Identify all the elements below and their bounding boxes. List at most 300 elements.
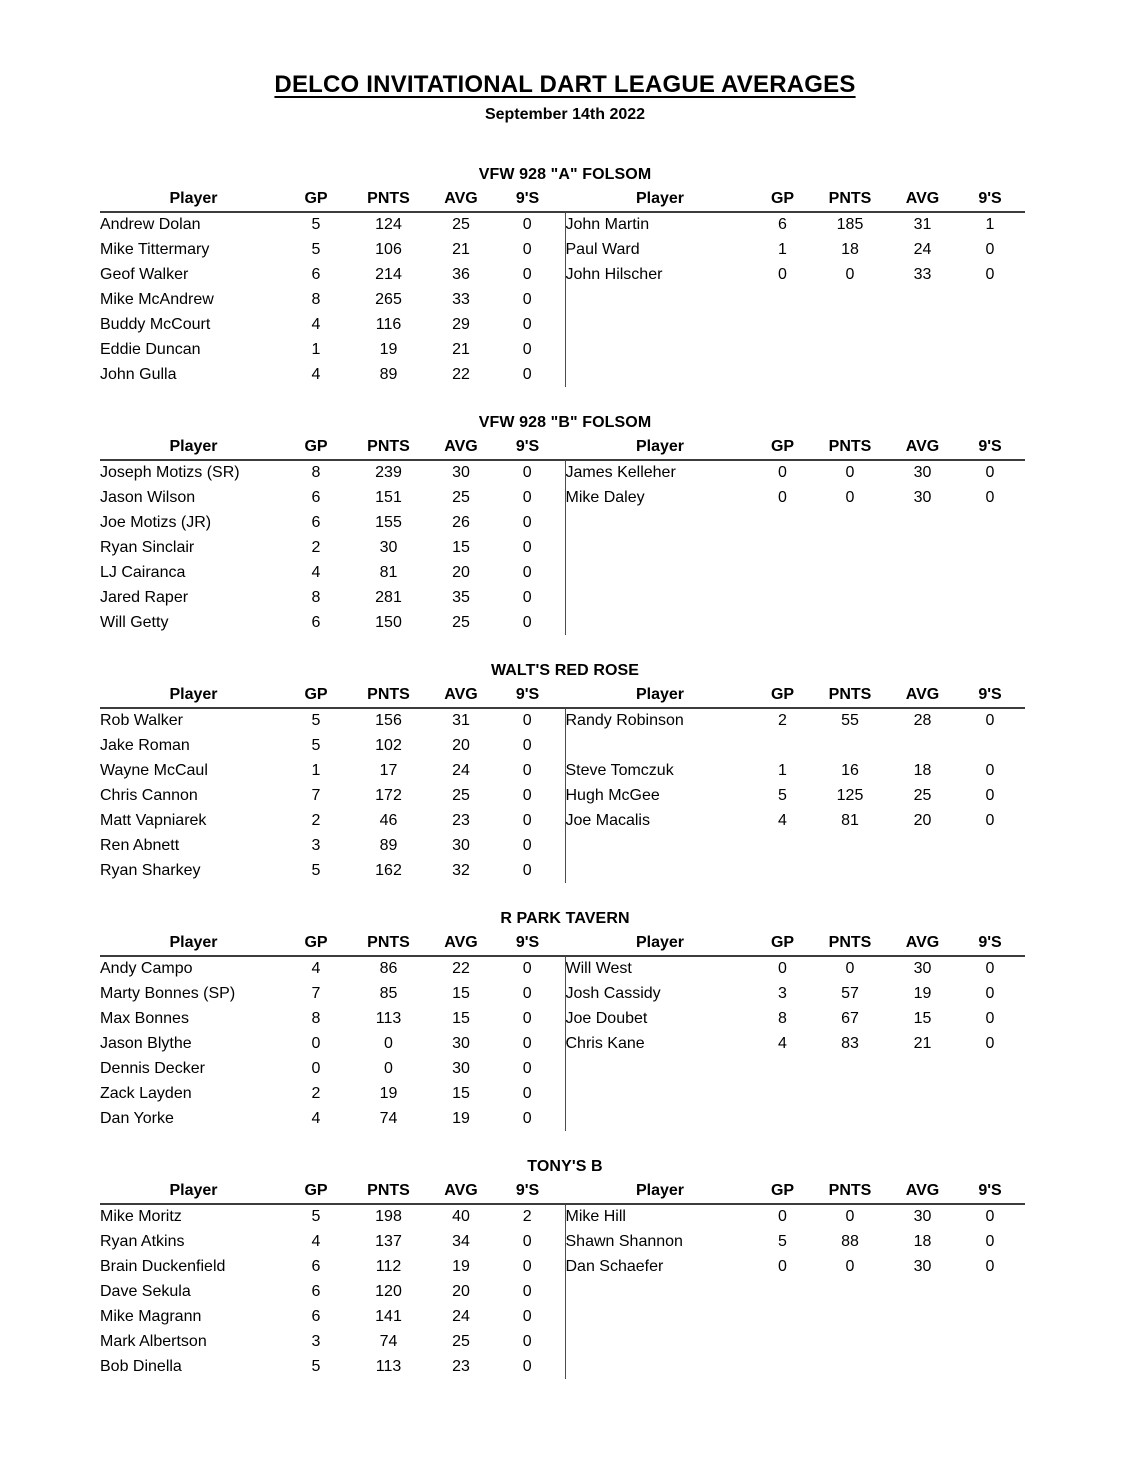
pnts-cell: 0 bbox=[845, 1208, 855, 1225]
player-row bbox=[100, 858, 1025, 883]
player-name-cell bbox=[565, 585, 755, 610]
avg-cell: 23 bbox=[452, 1357, 470, 1375]
player-row bbox=[100, 1081, 1025, 1106]
column-header: PNTS bbox=[345, 682, 432, 708]
player-row bbox=[100, 262, 1025, 287]
player-row bbox=[100, 808, 1025, 833]
team-table bbox=[100, 682, 1025, 883]
gp-cell bbox=[755, 733, 810, 758]
team-table bbox=[100, 186, 1025, 387]
pnts-cell bbox=[810, 362, 890, 387]
team-table bbox=[100, 930, 1025, 1131]
player-name-cell: Joseph Motizs (SR) bbox=[100, 464, 240, 481]
pnts-cell: 81 bbox=[379, 563, 398, 581]
nines-cell: 0 bbox=[490, 1081, 565, 1106]
player-row bbox=[100, 956, 1025, 981]
player-name-cell: Matt Vapniarek bbox=[100, 811, 207, 829]
gp-cell: 4 bbox=[311, 365, 321, 383]
gp-cell: 6 bbox=[311, 1282, 321, 1300]
avg-cell: 25 bbox=[913, 786, 932, 804]
column-header: GP bbox=[287, 682, 345, 708]
player-name-cell: Chris Kane bbox=[565, 1034, 645, 1052]
pnts-cell: 89 bbox=[379, 365, 398, 383]
gp-cell: 0 bbox=[311, 1034, 321, 1052]
gp-cell bbox=[755, 833, 810, 858]
nines-cell: 0 bbox=[490, 262, 565, 287]
gp-cell: 4 bbox=[778, 1034, 787, 1052]
player-name-cell: Ryan Sharkey bbox=[100, 861, 201, 879]
pnts-cell: 81 bbox=[841, 811, 859, 829]
player-row bbox=[100, 1329, 1025, 1354]
player-name-cell bbox=[565, 733, 755, 758]
header-row bbox=[100, 930, 1025, 956]
player-name-cell: Josh Cassidy bbox=[565, 984, 661, 1002]
pnts-cell bbox=[810, 1354, 890, 1379]
player-name-cell: Mark Albertson bbox=[100, 1332, 207, 1350]
pnts-cell: 198 bbox=[375, 1208, 402, 1225]
player-row bbox=[100, 610, 1025, 635]
nines-cell: 0 bbox=[985, 1034, 995, 1052]
avg-cell bbox=[890, 585, 955, 610]
column-header: GP bbox=[287, 930, 345, 956]
team-table bbox=[100, 434, 1025, 635]
avg-cell: 15 bbox=[913, 1009, 932, 1027]
player-name-cell: Joe Macalis bbox=[565, 811, 650, 829]
pnts-cell: 112 bbox=[375, 1257, 402, 1275]
pnts-cell bbox=[810, 1304, 890, 1329]
pnts-cell bbox=[810, 535, 890, 560]
gp-cell bbox=[755, 337, 810, 362]
player-name-cell: Zack Layden bbox=[100, 1084, 192, 1102]
column-header: PNTS bbox=[345, 186, 432, 212]
player-row bbox=[100, 460, 1025, 485]
player-row bbox=[100, 1056, 1025, 1081]
avg-cell: 33 bbox=[452, 290, 470, 308]
player-name-cell bbox=[565, 1106, 755, 1131]
nines-cell: 0 bbox=[985, 960, 995, 977]
player-name-cell: Mike Hill bbox=[565, 1208, 626, 1225]
avg-cell: 30 bbox=[913, 960, 932, 977]
player-name-cell bbox=[565, 1056, 755, 1081]
column-header: AVG bbox=[890, 930, 955, 956]
gp-cell: 0 bbox=[778, 1208, 787, 1225]
pnts-cell: 150 bbox=[375, 613, 402, 631]
nines-cell: 0 bbox=[490, 758, 565, 783]
player-row bbox=[100, 585, 1025, 610]
pnts-cell: 172 bbox=[375, 786, 402, 804]
pnts-cell: 18 bbox=[841, 240, 859, 258]
team-section bbox=[0, 166, 1130, 387]
gp-cell bbox=[755, 1354, 810, 1379]
nines-cell bbox=[955, 1279, 1025, 1304]
player-row bbox=[100, 981, 1025, 1006]
player-row bbox=[100, 1006, 1025, 1031]
avg-cell bbox=[890, 287, 955, 312]
column-header: 9'S bbox=[955, 930, 1025, 956]
gp-cell: 0 bbox=[778, 960, 787, 977]
player-row bbox=[100, 1254, 1025, 1279]
pnts-cell: 162 bbox=[375, 861, 402, 879]
pnts-cell: 74 bbox=[379, 1109, 398, 1127]
nines-cell: 0 bbox=[985, 464, 995, 481]
pnts-cell: 281 bbox=[375, 588, 402, 606]
gp-cell: 6 bbox=[311, 488, 321, 506]
avg-cell: 19 bbox=[452, 1257, 470, 1275]
player-name-cell: Buddy McCourt bbox=[100, 315, 211, 333]
avg-cell: 24 bbox=[452, 761, 470, 779]
player-name-cell bbox=[565, 287, 755, 312]
gp-cell: 2 bbox=[311, 1084, 321, 1102]
player-name-cell: Shawn Shannon bbox=[565, 1232, 683, 1250]
nines-cell bbox=[955, 1354, 1025, 1379]
nines-cell bbox=[955, 585, 1025, 610]
avg-cell: 25 bbox=[452, 216, 470, 233]
nines-cell bbox=[955, 858, 1025, 883]
player-name-cell: Jason Wilson bbox=[100, 488, 196, 506]
team-table bbox=[100, 1178, 1025, 1379]
page-title: DELCO INVITATIONAL DART LEAGUE AVERAGES bbox=[274, 71, 856, 98]
pnts-cell: 19 bbox=[379, 1084, 398, 1102]
pnts-cell: 137 bbox=[375, 1232, 402, 1250]
pnts-cell: 116 bbox=[375, 315, 402, 333]
gp-cell: 4 bbox=[311, 1109, 321, 1127]
avg-cell: 21 bbox=[913, 1034, 932, 1052]
column-header: Player bbox=[100, 434, 287, 460]
avg-cell: 24 bbox=[452, 1307, 470, 1325]
player-name-cell bbox=[565, 858, 755, 883]
team-section bbox=[0, 1158, 1130, 1379]
player-name-cell: Mike Moritz bbox=[100, 1208, 182, 1225]
player-name-cell: Dan Schaefer bbox=[565, 1257, 664, 1275]
column-header: PNTS bbox=[810, 186, 890, 212]
avg-cell: 31 bbox=[452, 712, 470, 729]
player-row bbox=[100, 733, 1025, 758]
column-header: Player bbox=[565, 1178, 755, 1204]
gp-cell bbox=[755, 585, 810, 610]
nines-cell bbox=[955, 287, 1025, 312]
nines-cell: 0 bbox=[490, 585, 565, 610]
avg-cell: 40 bbox=[452, 1208, 470, 1225]
player-name-cell: Hugh McGee bbox=[565, 786, 660, 804]
player-name-cell bbox=[565, 1354, 755, 1379]
nines-cell: 0 bbox=[490, 312, 565, 337]
player-row bbox=[100, 1354, 1025, 1379]
column-header: AVG bbox=[890, 682, 955, 708]
player-name-cell: James Kelleher bbox=[565, 464, 676, 481]
column-header: 9'S bbox=[955, 1178, 1025, 1204]
player-name-cell: Ren Abnett bbox=[100, 836, 180, 854]
pnts-cell: 83 bbox=[841, 1034, 859, 1052]
pnts-cell bbox=[810, 610, 890, 635]
column-header: Player bbox=[100, 682, 287, 708]
avg-cell bbox=[890, 535, 955, 560]
team-sections bbox=[0, 166, 1130, 1379]
player-name-cell: Randy Robinson bbox=[565, 712, 684, 729]
nines-cell bbox=[955, 1329, 1025, 1354]
avg-cell bbox=[890, 362, 955, 387]
gp-cell: 4 bbox=[311, 315, 321, 333]
pnts-cell bbox=[810, 337, 890, 362]
player-row bbox=[100, 708, 1025, 733]
pnts-cell: 55 bbox=[841, 712, 859, 729]
pnts-cell bbox=[810, 1106, 890, 1131]
player-name-cell: Dan Yorke bbox=[100, 1109, 174, 1127]
nines-cell: 0 bbox=[490, 1279, 565, 1304]
pnts-cell: 16 bbox=[841, 761, 859, 779]
player-name-cell: Mike Tittermary bbox=[100, 240, 210, 258]
gp-cell: 0 bbox=[778, 265, 787, 283]
gp-cell bbox=[755, 560, 810, 585]
nines-cell bbox=[955, 535, 1025, 560]
pnts-cell bbox=[810, 1329, 890, 1354]
avg-cell: 23 bbox=[452, 811, 470, 829]
header-row bbox=[100, 682, 1025, 708]
nines-cell: 0 bbox=[490, 535, 565, 560]
gp-cell: 1 bbox=[778, 761, 787, 779]
nines-cell bbox=[955, 1304, 1025, 1329]
pnts-cell: 156 bbox=[375, 712, 402, 729]
gp-cell: 4 bbox=[778, 811, 787, 829]
nines-cell: 0 bbox=[490, 287, 565, 312]
avg-cell: 30 bbox=[913, 1257, 932, 1275]
gp-cell: 4 bbox=[311, 960, 321, 977]
avg-cell bbox=[890, 1081, 955, 1106]
avg-cell bbox=[890, 1354, 955, 1379]
nines-cell bbox=[955, 610, 1025, 635]
player-row bbox=[100, 212, 1025, 237]
gp-cell bbox=[755, 535, 810, 560]
nines-cell bbox=[955, 1081, 1025, 1106]
nines-cell: 0 bbox=[490, 858, 565, 883]
header-row bbox=[100, 434, 1025, 460]
column-header: PNTS bbox=[810, 1178, 890, 1204]
nines-cell: 0 bbox=[490, 337, 565, 362]
gp-cell: 6 bbox=[311, 513, 321, 531]
pnts-cell: 88 bbox=[841, 1232, 859, 1250]
pnts-cell: 141 bbox=[375, 1307, 402, 1325]
avg-cell: 31 bbox=[913, 216, 932, 233]
player-name-cell: John Martin bbox=[565, 216, 650, 233]
pnts-cell bbox=[810, 312, 890, 337]
team-section bbox=[0, 662, 1130, 883]
gp-cell: 5 bbox=[311, 1357, 321, 1375]
nines-cell: 0 bbox=[490, 1354, 565, 1379]
player-row bbox=[100, 1031, 1025, 1056]
player-name-cell bbox=[565, 1329, 755, 1354]
gp-cell: 5 bbox=[778, 1232, 787, 1250]
avg-cell: 15 bbox=[452, 538, 470, 556]
pnts-cell: 17 bbox=[379, 761, 398, 779]
avg-cell: 19 bbox=[452, 1109, 470, 1127]
nines-cell: 0 bbox=[490, 733, 565, 758]
player-name-cell: Wayne McCaul bbox=[100, 761, 208, 779]
avg-cell bbox=[890, 1056, 955, 1081]
avg-cell: 25 bbox=[452, 488, 470, 506]
team-section bbox=[0, 910, 1130, 1131]
gp-cell: 3 bbox=[311, 836, 321, 854]
avg-cell bbox=[890, 1329, 955, 1354]
pnts-cell: 265 bbox=[375, 290, 402, 308]
pnts-cell: 0 bbox=[845, 265, 855, 283]
nines-cell bbox=[955, 362, 1025, 387]
pnts-cell: 0 bbox=[384, 1034, 393, 1052]
team-section bbox=[0, 414, 1130, 635]
column-header: 9'S bbox=[490, 930, 565, 956]
nines-cell: 0 bbox=[490, 362, 565, 387]
gp-cell: 8 bbox=[311, 464, 321, 481]
nines-cell: 0 bbox=[985, 1232, 995, 1250]
gp-cell: 5 bbox=[311, 240, 321, 258]
gp-cell: 2 bbox=[311, 538, 321, 556]
avg-cell: 18 bbox=[913, 761, 932, 779]
column-header: AVG bbox=[890, 186, 955, 212]
player-name-cell: Ryan Atkins bbox=[100, 1232, 185, 1250]
column-header: GP bbox=[287, 186, 345, 212]
column-header: Player bbox=[100, 1178, 287, 1204]
column-header: PNTS bbox=[810, 682, 890, 708]
pnts-cell bbox=[810, 733, 890, 758]
team-title: WALT'S RED ROSE bbox=[490, 662, 640, 679]
nines-cell: 0 bbox=[985, 786, 995, 804]
gp-cell: 5 bbox=[311, 712, 321, 729]
nines-cell: 0 bbox=[490, 560, 565, 585]
avg-cell bbox=[890, 1304, 955, 1329]
nines-cell: 0 bbox=[490, 1106, 565, 1131]
player-name-cell: Jake Roman bbox=[100, 736, 190, 754]
column-header: AVG bbox=[432, 434, 490, 460]
pnts-cell: 0 bbox=[845, 960, 855, 977]
nines-cell: 0 bbox=[490, 1229, 565, 1254]
player-row bbox=[100, 1106, 1025, 1131]
column-header: 9'S bbox=[955, 434, 1025, 460]
player-name-cell: Eddie Duncan bbox=[100, 340, 201, 358]
avg-cell bbox=[890, 610, 955, 635]
avg-cell bbox=[890, 858, 955, 883]
player-name-cell bbox=[565, 535, 755, 560]
nines-cell: 0 bbox=[490, 510, 565, 535]
gp-cell bbox=[755, 312, 810, 337]
gp-cell: 6 bbox=[311, 613, 321, 631]
avg-cell: 30 bbox=[452, 836, 470, 854]
pnts-cell: 124 bbox=[375, 216, 402, 233]
pnts-cell bbox=[810, 1081, 890, 1106]
column-header: 9'S bbox=[955, 186, 1025, 212]
nines-cell bbox=[955, 833, 1025, 858]
player-name-cell: Max Bonnes bbox=[100, 1009, 189, 1027]
nines-cell: 0 bbox=[985, 1208, 995, 1225]
player-row bbox=[100, 510, 1025, 535]
nines-cell: 0 bbox=[490, 237, 565, 262]
column-header: Player bbox=[565, 186, 755, 212]
nines-cell bbox=[955, 337, 1025, 362]
player-row bbox=[100, 833, 1025, 858]
avg-cell: 15 bbox=[452, 984, 470, 1002]
nines-cell: 0 bbox=[490, 708, 565, 733]
nines-cell: 0 bbox=[490, 1254, 565, 1279]
nines-cell bbox=[955, 510, 1025, 535]
player-row bbox=[100, 337, 1025, 362]
gp-cell: 2 bbox=[311, 811, 321, 829]
player-row bbox=[100, 1229, 1025, 1254]
nines-cell: 0 bbox=[490, 1006, 565, 1031]
nines-cell: 0 bbox=[490, 1329, 565, 1354]
team-title: TONY'S B bbox=[527, 1158, 603, 1175]
player-name-cell: Dave Sekula bbox=[100, 1282, 191, 1300]
nines-cell bbox=[955, 1106, 1025, 1131]
player-name-cell: Bob Dinella bbox=[100, 1357, 182, 1375]
avg-cell: 30 bbox=[913, 1208, 932, 1225]
player-row bbox=[100, 1304, 1025, 1329]
avg-cell: 22 bbox=[452, 960, 470, 977]
player-name-cell: Paul Ward bbox=[565, 240, 640, 258]
column-header: AVG bbox=[432, 930, 490, 956]
avg-cell bbox=[890, 560, 955, 585]
nines-cell: 1 bbox=[985, 216, 995, 233]
player-name-cell bbox=[565, 560, 755, 585]
pnts-cell bbox=[810, 510, 890, 535]
gp-cell bbox=[755, 1279, 810, 1304]
player-name-cell bbox=[565, 1279, 755, 1304]
player-name-cell: Mike Magrann bbox=[100, 1307, 202, 1325]
column-header: GP bbox=[755, 682, 810, 708]
column-header: PNTS bbox=[810, 434, 890, 460]
player-name-cell bbox=[565, 610, 755, 635]
avg-cell bbox=[890, 312, 955, 337]
gp-cell: 3 bbox=[311, 1332, 321, 1350]
player-row bbox=[100, 535, 1025, 560]
nines-cell: 0 bbox=[490, 956, 565, 981]
avg-cell: 20 bbox=[452, 736, 470, 754]
avg-cell: 21 bbox=[452, 340, 470, 358]
gp-cell: 2 bbox=[778, 712, 787, 729]
column-header: 9'S bbox=[490, 682, 565, 708]
nines-cell: 0 bbox=[490, 808, 565, 833]
pnts-cell: 19 bbox=[379, 340, 398, 358]
gp-cell: 8 bbox=[311, 1009, 321, 1027]
pnts-cell: 89 bbox=[379, 836, 398, 854]
player-name-cell: Mike McAndrew bbox=[100, 290, 214, 308]
avg-cell: 36 bbox=[452, 265, 470, 283]
player-name-cell: Andy Campo bbox=[100, 960, 193, 977]
gp-cell: 8 bbox=[778, 1009, 787, 1027]
nines-cell: 0 bbox=[490, 783, 565, 808]
gp-cell: 1 bbox=[311, 340, 321, 358]
avg-cell: 25 bbox=[452, 786, 470, 804]
pnts-cell: 57 bbox=[841, 984, 859, 1002]
nines-cell: 0 bbox=[985, 240, 995, 258]
player-name-cell: Andrew Dolan bbox=[100, 216, 201, 233]
player-row bbox=[100, 1204, 1025, 1229]
nines-cell: 0 bbox=[985, 1257, 995, 1275]
player-name-cell: Chris Cannon bbox=[100, 786, 198, 804]
gp-cell: 5 bbox=[778, 786, 787, 804]
pnts-cell: 113 bbox=[375, 1357, 402, 1375]
nines-cell: 0 bbox=[985, 761, 995, 779]
nines-cell bbox=[955, 312, 1025, 337]
gp-cell bbox=[755, 858, 810, 883]
player-name-cell bbox=[565, 312, 755, 337]
avg-cell: 15 bbox=[452, 1009, 470, 1027]
column-header: 9'S bbox=[490, 1178, 565, 1204]
player-name-cell: Jason Blythe bbox=[100, 1034, 192, 1052]
gp-cell bbox=[755, 362, 810, 387]
pnts-cell bbox=[810, 1056, 890, 1081]
avg-cell: 32 bbox=[452, 861, 470, 879]
gp-cell bbox=[755, 510, 810, 535]
nines-cell: 0 bbox=[490, 610, 565, 635]
player-name-cell: Geof Walker bbox=[100, 265, 189, 283]
player-name-cell: Marty Bonnes (SP) bbox=[100, 984, 236, 1002]
